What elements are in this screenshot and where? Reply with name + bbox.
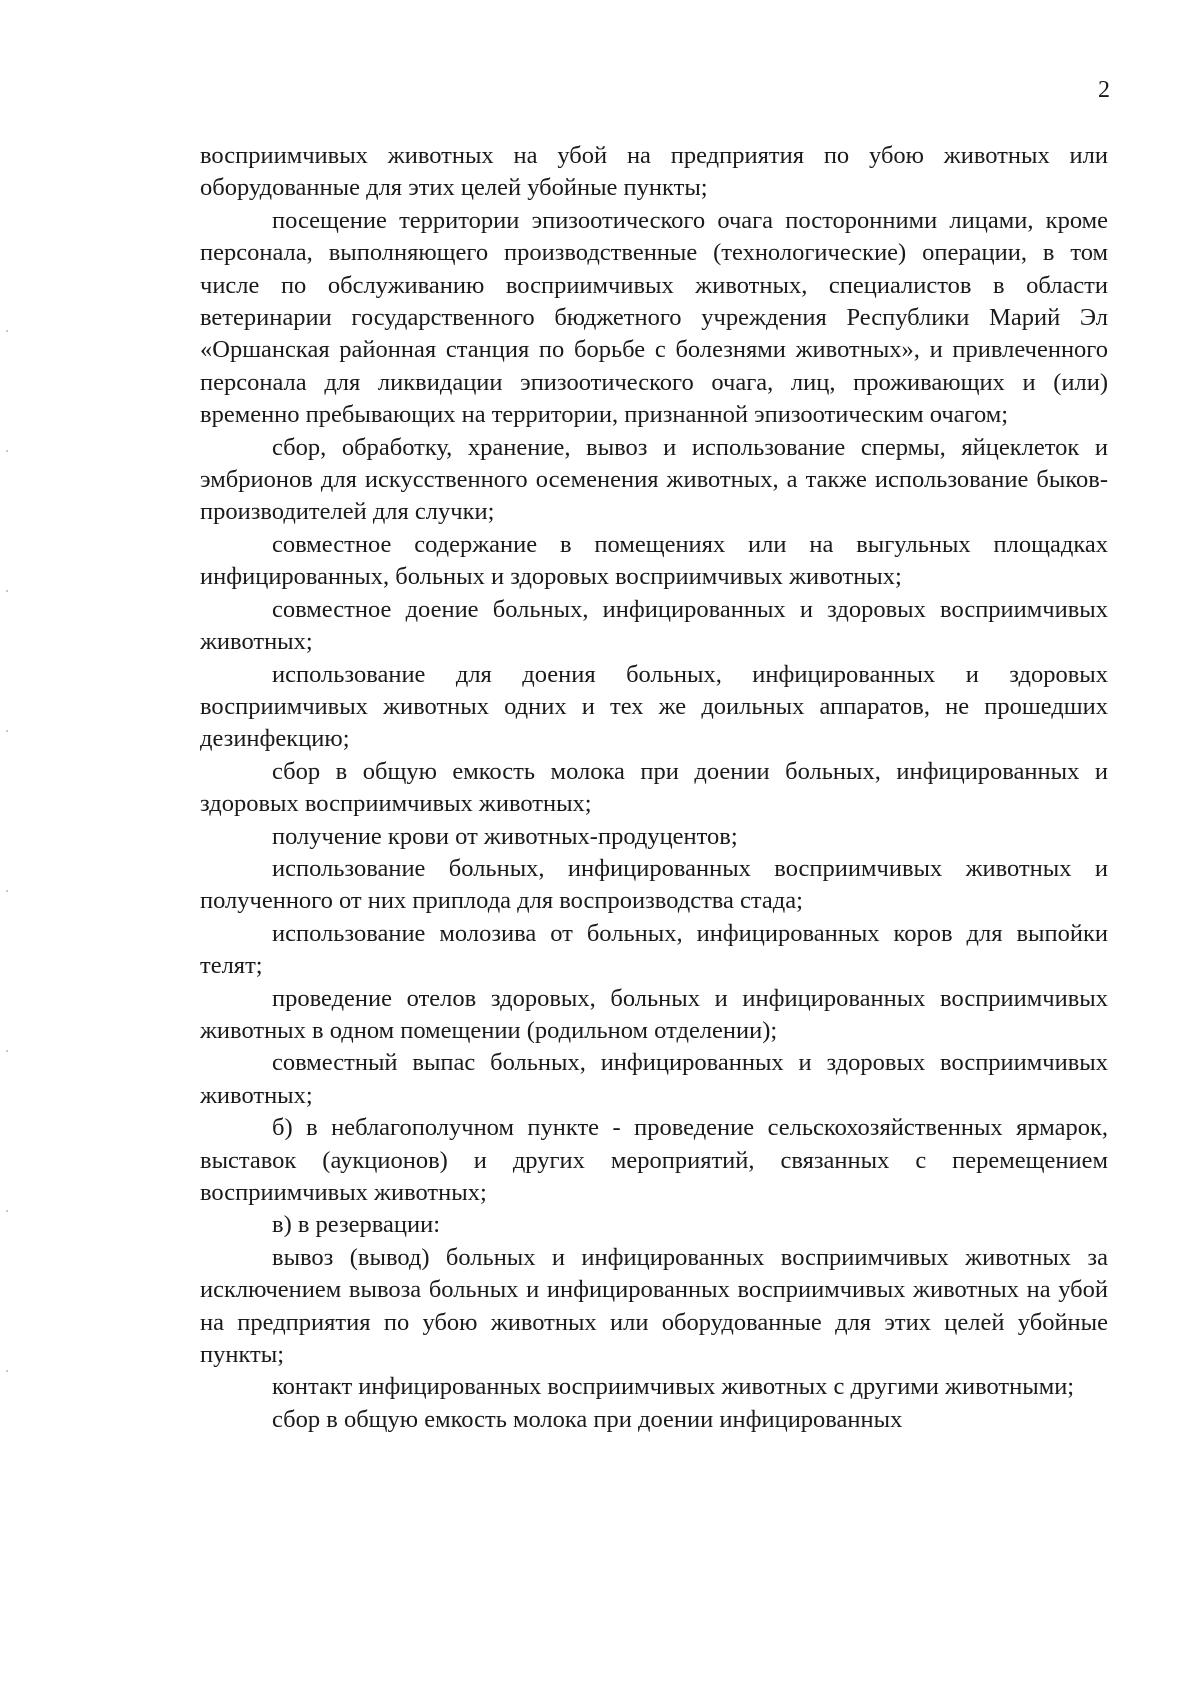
paragraph: проведение отелов здоровых, больных и инфицированных восприимчивых животных в одном помещении (родильном отделении);: [200, 984, 1108, 1044]
paragraph: б) в неблагополучном пункте - проведение сельскохозяйственных ярмарок, выставок (аукционов) и других мероприятий, связанных с перемещением восприимчивых животных;: [200, 1114, 1108, 1206]
paragraph: использование больных, инфицированных восприимчивых животных и полученного от них приплода для воспроизводства стада;: [200, 854, 1108, 915]
paragraph: совместный выпас больных, инфицированных и здоровых восприимчивых животных;: [200, 1049, 1108, 1109]
paragraph: восприимчивых животных на убой на предприятия по убою животных или оборудованные для этих целей убойные пункты;: [200, 142, 1108, 202]
paragraph: сбор в общую емкость молока при доении инфицированных: [272, 1405, 903, 1433]
paragraph: сбор, обработку, хранение, вывоз и использование спермы, яйцеклеток и эмбрионов для искусственного осеменения животных, а также использование быков-производителей для случки;: [200, 433, 1108, 526]
paragraph: контакт инфицированных восприимчивых животных с другими животными;: [272, 1373, 1075, 1401]
paragraph: использование для доения больных, инфицированных и здоровых восприимчивых животных одних и тех же доильных аппаратов, не прошедших дезинфекцию;: [200, 660, 1108, 753]
paragraph: сбор в общую емкость молока при доении больных, инфицированных и здоровых восприимчивых животных;: [200, 757, 1108, 818]
paragraph: посещение территории эпизоотического очага посторонними лицами, кроме персонала, выполняющего производственные (технологические) операции, в том числе по обслуживанию восприимчивых животных, специалистов в области ветеринарии государственного бюджетного учреждения Республики Марий Эл «Оршанская районная станция по борьбе с болезнями животных», и привлеченного персонала для ликвидации эпизоотического очага, лиц, проживающих и (или) временно пребывающих на территории, признанной эпизоотическим очагом;: [200, 206, 1108, 429]
paragraph: в) в резервации:: [272, 1211, 441, 1239]
paragraph: совместное содержание в помещениях или на выгульных площадках инфицированных, больных и здоровых восприимчивых животных;: [200, 530, 1108, 591]
page-number: 2: [1098, 77, 1110, 103]
paragraph: использование молозива от больных, инфицированных коров для выпойки телят;: [200, 919, 1108, 980]
scan-margin-specks: [6, 330, 12, 1430]
paragraph: совместное доение больных, инфицированных и здоровых восприимчивых животных;: [200, 595, 1108, 656]
document-body: [200, 140, 1108, 1436]
paragraph: получение крови от животных-продуцентов;: [272, 822, 738, 850]
paragraph: вывоз (вывод) больных и инфицированных восприимчивых животных за исключением вывоза больных и инфицированных восприимчивых животных на убой на предприятия по убою животных или оборудованные для этих целей убойные пункты;: [200, 1243, 1108, 1369]
